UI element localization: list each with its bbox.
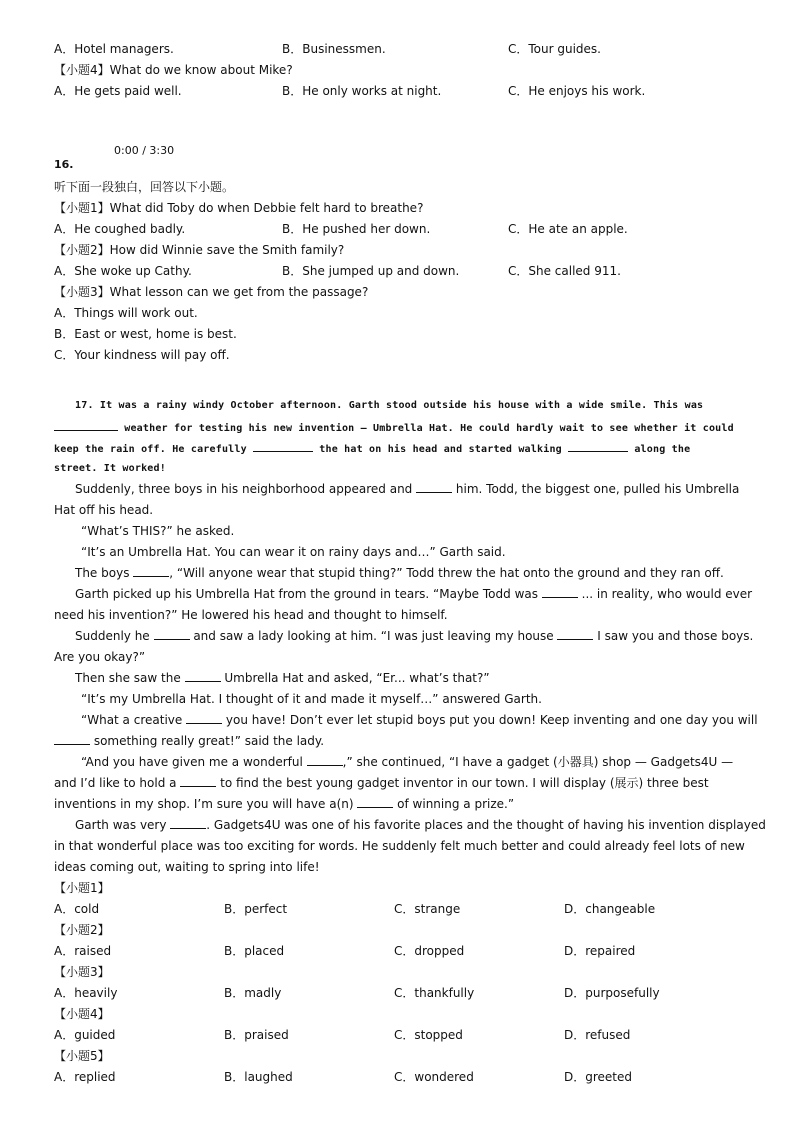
option-c: C．wondered [394, 1070, 474, 1084]
option-c: C．dropped [394, 944, 465, 958]
option-b: B．Businessmen. [282, 42, 386, 56]
passage-line [81, 712, 758, 728]
sub-question-label: 【小题1】 [54, 881, 110, 895]
passage-text: weather for testing his new invention — Umbrella Hat. He could hardly wait to see whether it could [118, 423, 734, 434]
option-a: A．Hotel managers. [54, 42, 174, 56]
option-d: D．repaired [564, 944, 636, 958]
option-d: D．purposefully [564, 986, 660, 1000]
passage-line: “What’s THIS?” he asked. [81, 524, 235, 538]
option-b: B．laughed [224, 1070, 293, 1084]
passage-text: along the [628, 444, 691, 455]
passage-line [54, 775, 709, 791]
passage-text: ,” she continued, “I have a gadget (小器具) shop — Gadgets4U — [342, 755, 734, 769]
option-c: C．Your kindness will pay off. [54, 348, 230, 362]
passage-text: him. Todd, the biggest one, pulled his Umbrella [452, 482, 740, 496]
passage-line [54, 419, 734, 437]
passage-line [54, 733, 324, 749]
passage-line: in that wonderful place was too exciting for words. He suddenly felt much better and could already feel lots of new [54, 839, 745, 853]
passage-text: of winning a prize.” [393, 797, 515, 811]
passage-text: ... in reality, who would ever [577, 587, 753, 601]
passage-line [81, 754, 733, 770]
passage-line [54, 796, 514, 812]
option-c: C．He ate an apple. [508, 222, 628, 236]
audio-player-time[interactable]: 0:00 / 3:30 [114, 144, 175, 157]
blank-15 [170, 817, 206, 829]
passage-line: need his invention?” He lowered his head and thought to himself. [54, 608, 448, 622]
question-number: 16. [54, 158, 74, 171]
passage-text: something really great!” said the lady. [90, 734, 325, 748]
option-a: A．raised [54, 944, 112, 958]
option-b: B．praised [224, 1028, 289, 1042]
passage-line: Are you okay?” [54, 650, 146, 664]
sub-question-label: 【小题5】 [54, 1049, 110, 1063]
option-a: A．He coughed badly. [54, 222, 186, 236]
passage-line [75, 565, 724, 581]
passage-text: keep the rain off. He carefully [54, 444, 254, 455]
option-a: A．He gets paid well. [54, 84, 182, 98]
passage-line [75, 586, 752, 602]
passage-line: Hat off his head. [54, 503, 154, 517]
option-b: B．madly [224, 986, 282, 1000]
option-a: A．Things will work out. [54, 306, 198, 320]
option-c: C．She called 911. [508, 264, 621, 278]
passage-line: “It’s my Umbrella Hat. I thought of it and made it myself…” answered Garth. [81, 692, 542, 706]
passage-line [75, 481, 739, 497]
blank-13 [180, 775, 216, 787]
option-c: C．He enjoys his work. [508, 84, 646, 98]
passage-line: 17. It was a rainy windy October afternoon. Garth stood outside his house with a wide smile. This was [75, 400, 704, 411]
passage-text: . Gadgets4U was one of his favorite places and the thought of having his invention displayed [206, 818, 766, 832]
option-b: B．East or west, home is best. [54, 327, 237, 341]
passage-text: “What a creative [81, 713, 187, 727]
passage-text: Suddenly he [75, 629, 154, 643]
option-b: B．She jumped up and down. [282, 264, 460, 278]
option-a: A．She woke up Cathy. [54, 264, 192, 278]
passage-text: Umbrella Hat and asked, “Er... what’s that?” [220, 671, 490, 685]
passage-line [54, 440, 690, 458]
passage-line [75, 817, 766, 833]
option-d: D．changeable [564, 902, 656, 916]
passage-line: “It’s an Umbrella Hat. You can wear it on rainy days and…” Garth said. [81, 545, 506, 559]
option-a: A．heavily [54, 986, 118, 1000]
passage-line [75, 628, 753, 644]
option-b: B．placed [224, 944, 285, 958]
passage-text: and saw a lady looking at him. “I was just leaving my house [189, 629, 558, 643]
instruction: 听下面一段独白，回答以下小题。 [54, 180, 235, 194]
sub-question: 【小题2】How did Winnie save the Smith family? [54, 243, 345, 257]
option-a: A．replied [54, 1070, 116, 1084]
option-b: B．He pushed her down. [282, 222, 431, 236]
blank-12 [307, 754, 343, 766]
blank-2 [253, 440, 313, 452]
passage-text: inventions in my shop. I’m sure you will have a(n) [54, 797, 358, 811]
blank-8 [557, 628, 593, 640]
passage-text: I saw you and those boys. [593, 629, 754, 643]
option-d: D．greeted [564, 1070, 632, 1084]
sub-question: 【小题4】What do we know about Mike? [54, 63, 293, 77]
sub-question-label: 【小题4】 [54, 1007, 110, 1021]
passage-text: you have! Don’t ever let stupid boys put you down! Keep inventing and one day you will [222, 713, 758, 727]
blank-5 [133, 565, 169, 577]
passage-text: Garth was very [75, 818, 171, 832]
passage-text: “And you have given me a wonderful [81, 755, 307, 769]
option-a: A．cold [54, 902, 100, 916]
blank-4 [416, 481, 452, 493]
blank-3 [568, 440, 628, 452]
blank-9 [185, 670, 221, 682]
blank-14 [357, 796, 393, 808]
blank-11 [54, 733, 90, 745]
option-c: C．stopped [394, 1028, 463, 1042]
passage-text: Then she saw the [75, 671, 185, 685]
sub-question: 【小题3】What lesson can we get from the passage? [54, 285, 369, 299]
option-c: C．thankfully [394, 986, 475, 1000]
sub-question-label: 【小题3】 [54, 965, 110, 979]
blank-7 [154, 628, 190, 640]
blank-6 [542, 586, 578, 598]
passage-text: Garth picked up his Umbrella Hat from the ground in tears. “Maybe Todd was [75, 587, 542, 601]
option-c: C．strange [394, 902, 461, 916]
blank-1 [54, 419, 118, 431]
option-c: C．Tour guides. [508, 42, 601, 56]
passage-text: the hat on his head and started walking [313, 444, 569, 455]
passage-text: and I’d like to hold a [54, 776, 181, 790]
option-a: A．guided [54, 1028, 116, 1042]
option-b: B．perfect [224, 902, 288, 916]
passage-text: Suddenly, three boys in his neighborhood appeared and [75, 482, 417, 496]
blank-10 [186, 712, 222, 724]
passage-text: The boys [75, 566, 134, 580]
passage-line [75, 670, 490, 686]
option-d: D．refused [564, 1028, 631, 1042]
passage-text: , “Will anyone wear that stupid thing?” Todd threw the hat onto the ground and they ran off. [169, 566, 724, 580]
passage-line: street. It worked! [54, 463, 166, 474]
passage-text: to find the best young gadget inventor in our town. I will display (展示) three best [216, 776, 709, 790]
sub-question: 【小题1】What did Toby do when Debbie felt hard to breathe? [54, 201, 424, 215]
passage-line: ideas coming out, waiting to spring into life! [54, 860, 320, 874]
option-b: B．He only works at night. [282, 84, 442, 98]
sub-question-label: 【小题2】 [54, 923, 110, 937]
